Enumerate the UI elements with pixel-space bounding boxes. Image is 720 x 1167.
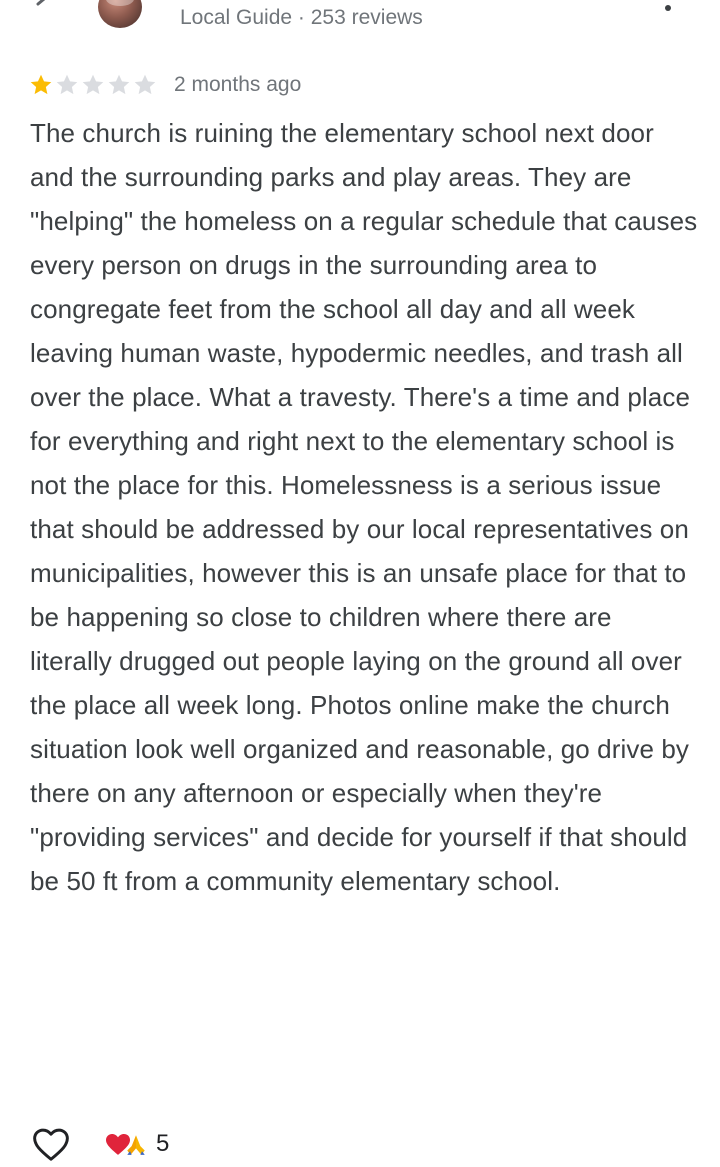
review-time: 2 months ago xyxy=(174,73,302,96)
author-meta: Local Guide · 253 reviews xyxy=(180,6,423,29)
star-empty-icon xyxy=(54,72,80,98)
heart-outline-icon xyxy=(31,1126,71,1162)
star-filled-icon xyxy=(28,72,54,98)
rating-row xyxy=(28,70,301,100)
reactions-summary[interactable] xyxy=(104,1130,169,1158)
review-actions xyxy=(30,1122,169,1166)
star-empty-icon xyxy=(132,72,158,98)
review-text: The church is ruining the elementary school next door and the surrounding parks and play areas. They are "helping" the homeless on a regular schedule that causes every person on drugs in the surrounding area to congregate feet from the school all day and all week leaving human waste, hypodermic needles, and trash all over the place. What a travesty. There's a time and place for everything and right next to the elementary school is not the place for this. Homelessness is a serious issue that should be addressed by our local representatives on municipalities, however this is an unsafe place for that to be happening so close to children where there are literally drugged out people laying on the ground all over the place all week long. Photos online make the church situation look well organized and reasonable, go drive by there on any afternoon or especially when they're "providing services" and decide for yourself if that should be 50 ft from a community elementary school. xyxy=(30,118,698,896)
star-rating xyxy=(28,72,158,98)
star-empty-icon xyxy=(106,72,132,98)
back-arrow-icon[interactable] xyxy=(30,0,70,18)
like-button[interactable] xyxy=(30,1124,72,1164)
review-header xyxy=(0,0,720,40)
praying-hands-icon xyxy=(122,1132,150,1156)
star-empty-icon xyxy=(80,72,106,98)
avatar[interactable] xyxy=(98,0,142,28)
reaction-count: 5 xyxy=(156,1130,170,1157)
more-options-icon[interactable] xyxy=(660,0,676,20)
